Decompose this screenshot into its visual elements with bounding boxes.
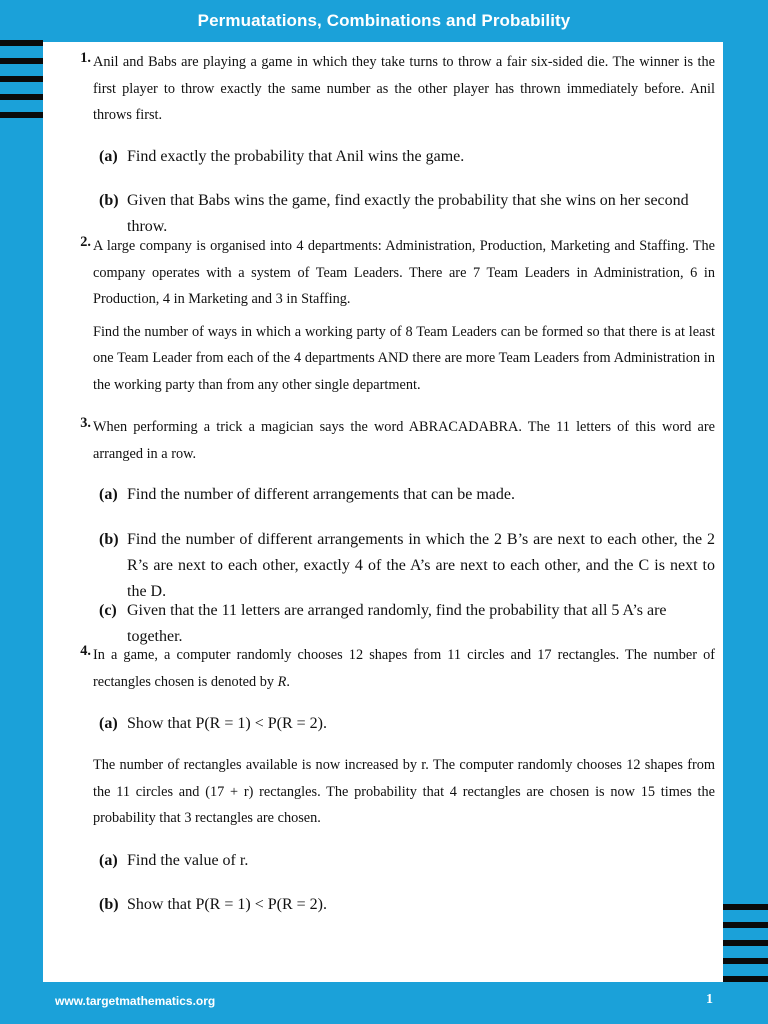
question-text: The number of rectangles available is now increased by r. The computer randomly chooses 12 shapes from the 11 circles and (17 + r) rectangles. The probability that 4 rectangles are chosen is now 15 times the probability that 3 rectangles are chosen. bbox=[93, 757, 715, 826]
question-1-part-a bbox=[99, 144, 715, 170]
question-text: When performing a trick a magician says the word ABRACADABRA. The 11 letters of this word are arranged in a row. bbox=[93, 419, 715, 462]
part-text: Given that the 11 letters are arranged randomly, find the probability that all 5 A’s are together. bbox=[127, 602, 667, 645]
part-text: Find the number of different arrangements in which the 2 B’s are next to each other, the 2 R’s are next to each other, exactly 4 of the A’s are next to each other, and the C is next to the D. bbox=[127, 531, 715, 600]
part-label: (c) bbox=[99, 602, 117, 619]
part-label: (b) bbox=[99, 896, 119, 913]
part-label: (b) bbox=[99, 531, 119, 548]
question-4-part-a bbox=[99, 711, 715, 737]
part-text: Find exactly the probability that Anil wins the game. bbox=[127, 148, 465, 165]
part-label: (b) bbox=[99, 192, 119, 209]
question-4-part-a-second bbox=[99, 848, 715, 874]
part-label: (a) bbox=[99, 486, 118, 503]
decorative-stripes-right bbox=[723, 904, 768, 984]
part-label: (a) bbox=[99, 148, 118, 165]
decorative-stripes-left bbox=[0, 40, 43, 120]
question-4-part-b bbox=[99, 892, 715, 918]
part-text: Show that P(R = 1) < P(R = 2). bbox=[127, 896, 327, 913]
website-link[interactable]: www.targetmathematics.org bbox=[55, 994, 216, 1008]
question-number: 4. bbox=[80, 643, 91, 659]
question-text: A large company is organised into 4 departments: Administration, Production, Marketing and Staffing. The company operates with a system of Team Leaders. There are 7 Team Leaders in Administration, 6 in Production, 4 in Marketing and 3 in Staffing. Find the number of ways in which a working party of 8 Team Leaders can be formed so that there is at least one Team Leader from each of the 4 departments AND there are more Team Leaders from Administration in the working party than from any other single department. bbox=[93, 238, 715, 393]
question-text: In a game, a computer randomly chooses 12 shapes from 11 circles and 17 rectangles. The number of rectangles chosen is denoted by R. bbox=[93, 647, 715, 690]
part-text: Find the value of r. bbox=[127, 852, 249, 869]
question-number: 3. bbox=[80, 415, 91, 431]
worksheet-page bbox=[43, 42, 723, 982]
page-number: 1 bbox=[706, 992, 713, 1007]
variable-R: R bbox=[277, 673, 287, 690]
part-label: (a) bbox=[99, 715, 118, 732]
question-3-part-b bbox=[99, 527, 715, 605]
part-text: Given that Babs wins the game, find exactly the probability that she wins on her second throw. bbox=[127, 192, 689, 235]
document-title: Permuatations, Combinations and Probability bbox=[197, 11, 571, 30]
question-number: 2. bbox=[80, 234, 91, 250]
part-text: Find the number of different arrangements that can be made. bbox=[127, 486, 516, 503]
question-number: 1. bbox=[80, 50, 91, 66]
question-text: Anil and Babs are playing a game in which they take turns to throw a fair six-sided die. The winner is the first player to throw exactly the same number as the other player has thrown immediately before. Anil throws first. bbox=[93, 54, 715, 123]
question-3-part-a bbox=[99, 482, 715, 508]
part-text: Show that P(R = 1) < P(R = 2). bbox=[127, 715, 327, 732]
part-label: (a) bbox=[99, 852, 118, 869]
